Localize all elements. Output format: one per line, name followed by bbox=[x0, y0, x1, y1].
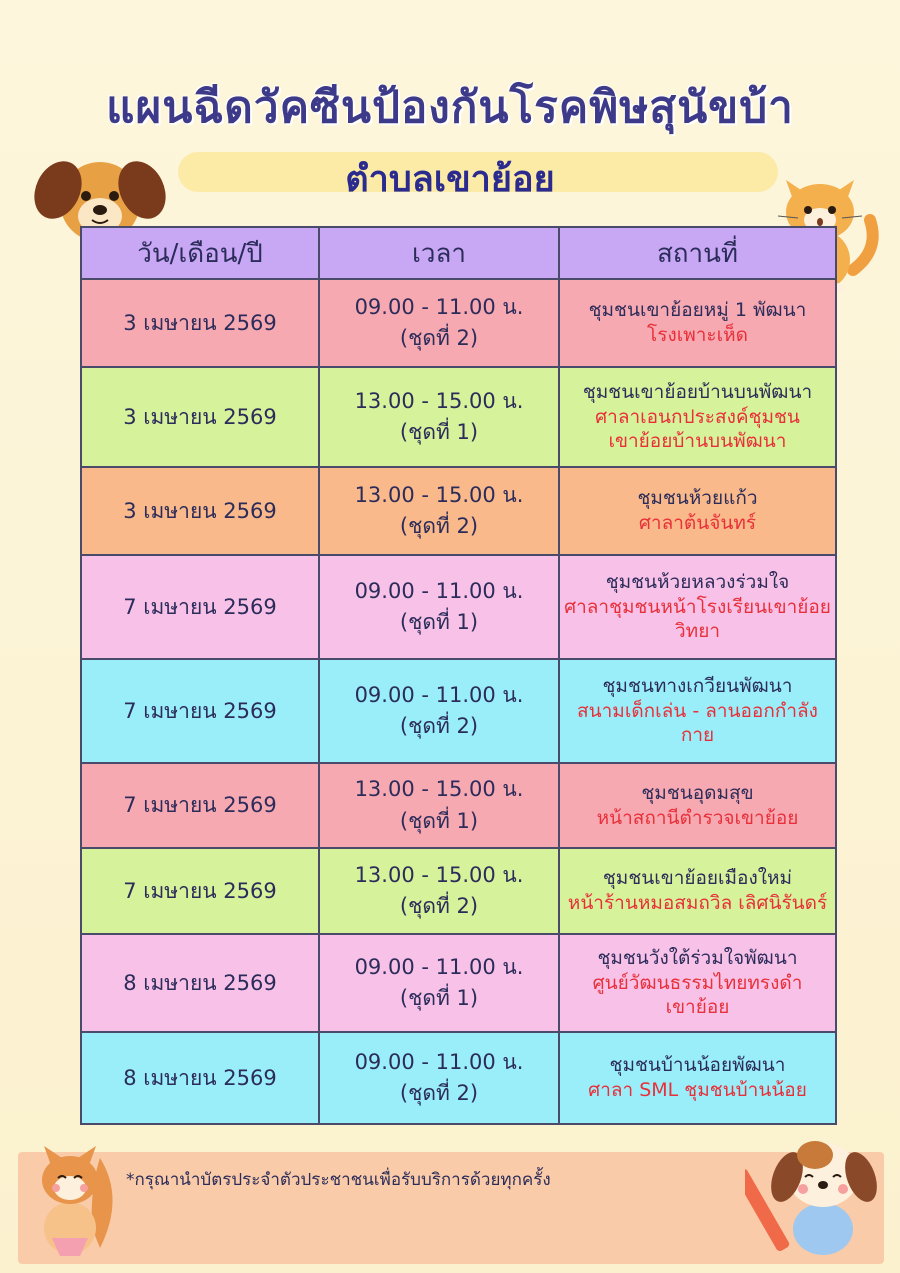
cell-date: 3 เมษายน 2569 bbox=[81, 467, 319, 555]
time-range: 09.00 - 11.00 น. bbox=[354, 1049, 524, 1074]
header-time: เวลา bbox=[319, 227, 559, 279]
cell-place bbox=[559, 763, 836, 848]
cell-time bbox=[319, 659, 559, 763]
table-row bbox=[81, 279, 836, 367]
puppy-with-pencil-icon bbox=[745, 1125, 885, 1260]
venue-name: หน้าร้านหมอสมถวิล เลิศนิรันดร์ bbox=[567, 892, 828, 914]
time-range: 09.00 - 11.00 น. bbox=[354, 578, 524, 603]
group-label: (ชุดที่ 1) bbox=[399, 986, 479, 1010]
community-name: ชุมชนวังใต้ร่วมใจพัฒนา bbox=[597, 946, 798, 969]
note-text: *กรุณานำบัตรประจำตัวประชาชนเพื่อรับบริการด้วยทุกครั้ง bbox=[126, 1170, 551, 1190]
table-row bbox=[81, 659, 836, 763]
table-row bbox=[81, 467, 836, 555]
venue-name: สนามเด็กเล่น - ลานออกกำลังกาย bbox=[577, 699, 818, 747]
group-label: (ชุดที่ 2) bbox=[399, 514, 479, 538]
venue-name: ศาลาชุมชนหน้าโรงเรียนเขาย้อยวิทยา bbox=[564, 595, 831, 643]
venue-name: โรงเพาะเห็ด bbox=[647, 324, 748, 346]
cell-time bbox=[319, 279, 559, 367]
community-name: ชุมชนเขาย้อยบ้านบนพัฒนา bbox=[582, 380, 813, 403]
community-name: ชุมชนห้วยหลวงร่วมใจ bbox=[605, 570, 790, 593]
time-range: 09.00 - 11.00 น. bbox=[354, 682, 524, 707]
cell-place bbox=[559, 1032, 836, 1124]
cell-date: 7 เมษายน 2569 bbox=[81, 763, 319, 848]
community-name: ชุมชนบ้านน้อยพัฒนา bbox=[609, 1054, 786, 1077]
community-name: ชุมชนเขาย้อยหมู่ 1 พัฒนา bbox=[588, 299, 807, 322]
table-row bbox=[81, 1032, 836, 1124]
community-name: ชุมชนเขาย้อยเมืองใหม่ bbox=[602, 867, 793, 890]
squirrel-icon bbox=[30, 1128, 120, 1258]
cell-place bbox=[559, 279, 836, 367]
community-name: ชุมชนอุดมสุข bbox=[641, 781, 754, 804]
group-label: (ชุดที่ 1) bbox=[399, 808, 479, 833]
table-row bbox=[81, 934, 836, 1032]
cell-time bbox=[319, 367, 559, 467]
cell-place bbox=[559, 555, 836, 659]
cell-date: 7 เมษายน 2569 bbox=[81, 659, 319, 763]
cell-date: 3 เมษายน 2569 bbox=[81, 279, 319, 367]
venue-name: ศูนย์วัฒนธรรมไทยทรงดำเขาย้อย bbox=[592, 971, 803, 1019]
cell-time bbox=[319, 467, 559, 555]
cell-place bbox=[559, 934, 836, 1032]
table-body bbox=[81, 279, 836, 1124]
time-range: 13.00 - 15.00 น. bbox=[354, 862, 524, 887]
cell-date: 7 เมษายน 2569 bbox=[81, 555, 319, 659]
venue-name: ศาลา SML ชุมชนบ้านน้อย bbox=[588, 1079, 807, 1101]
cell-time bbox=[319, 763, 559, 848]
cell-date: 3 เมษายน 2569 bbox=[81, 367, 319, 467]
time-range: 13.00 - 15.00 น. bbox=[354, 482, 524, 507]
venue-name: ศาลาต้นจันทร์ bbox=[638, 512, 757, 534]
cell-place bbox=[559, 467, 836, 555]
community-name: ชุมชนห้วยแก้ว bbox=[637, 487, 758, 510]
cell-place bbox=[559, 659, 836, 763]
time-range: 09.00 - 11.00 น. bbox=[354, 294, 524, 319]
cell-time bbox=[319, 1032, 559, 1124]
table-row bbox=[81, 555, 836, 659]
table-header-row bbox=[81, 227, 836, 279]
cell-date: 7 เมษายน 2569 bbox=[81, 848, 319, 934]
cell-place bbox=[559, 367, 836, 467]
cell-date: 8 เมษายน 2569 bbox=[81, 934, 319, 1032]
venue-name: ศาลาเอนกประสงค์ชุมชนเขาย้อยบ้านบนพัฒนา bbox=[595, 405, 800, 453]
cell-time bbox=[319, 555, 559, 659]
venue-name: หน้าสถานีตำรวจเขาย้อย bbox=[596, 806, 799, 829]
cell-place bbox=[559, 848, 836, 934]
page-subtitle: ตำบลเขาย้อย bbox=[345, 159, 555, 200]
time-range: 13.00 - 15.00 น. bbox=[354, 388, 524, 413]
table-row bbox=[81, 848, 836, 934]
group-label: (ชุดที่ 1) bbox=[399, 610, 479, 634]
table-row bbox=[81, 763, 836, 848]
group-label: (ชุดที่ 2) bbox=[399, 326, 479, 350]
group-label: (ชุดที่ 1) bbox=[399, 420, 479, 444]
cell-time bbox=[319, 934, 559, 1032]
table-row bbox=[81, 367, 836, 467]
cell-date: 8 เมษายน 2569 bbox=[81, 1032, 319, 1124]
time-range: 13.00 - 15.00 น. bbox=[354, 777, 524, 801]
community-name: ชุมชนทางเกวียนพัฒนา bbox=[602, 674, 793, 697]
cell-time bbox=[319, 848, 559, 934]
header-place: สถานที่ bbox=[559, 227, 836, 279]
header-date: วัน/เดือน/ปี bbox=[81, 227, 319, 279]
vaccination-schedule-table bbox=[80, 226, 837, 1125]
page-title: แผนฉีดวัคซีนป้องกันโรคพิษสุนัขบ้า bbox=[106, 82, 794, 133]
group-label: (ชุดที่ 2) bbox=[399, 714, 479, 738]
group-label: (ชุดที่ 2) bbox=[399, 1081, 479, 1105]
time-range: 09.00 - 11.00 น. bbox=[354, 954, 524, 979]
group-label: (ชุดที่ 2) bbox=[399, 894, 479, 918]
